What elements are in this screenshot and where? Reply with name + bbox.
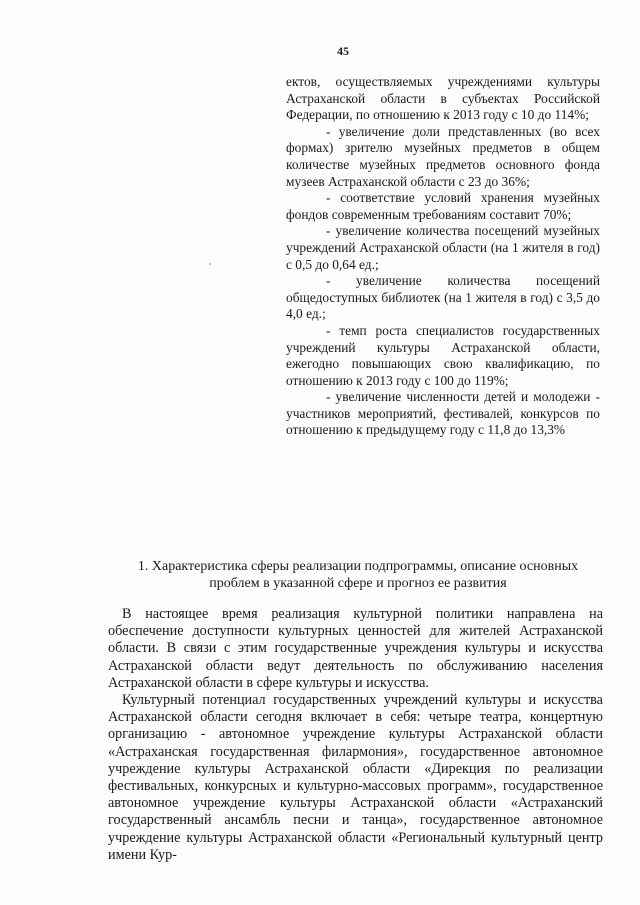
scan-speck — [209, 263, 211, 265]
indicator-item-kvalifikatsiya: - темп роста специалистов государственных учреждений культуры Астраханской области, ежегодно повышающих свою квалификацию, по отношению к 2013 году с 100 до 119%; — [286, 322, 600, 388]
section-heading-line-1: 1. Характеристика сферы реализации подпрограммы, описание основных — [137, 559, 579, 574]
indicator-item-doli-predmetov: - увеличение доли представленных (во всех формах) зрителю музейных предметов в общем количестве музейных предметов основного фонда музеев Астраханской области с 23 до 36%; — [286, 123, 600, 189]
continued-paragraph: ектов, осуществляемых учреждениями культуры Астраханской области в субъектах Российской Федерации, по отношению к 2013 году с 10 до 114%; — [286, 74, 600, 123]
indicator-item-deti-i-molodezh: - увеличение численности детей и молодежи - участников мероприятий, фестивалей, конкурсов по отношению к предыдущему году с 11,8 до 13,3% — [286, 389, 600, 438]
indicator-item-hranenie-fondov: - соответствие условий хранения музейных фондов современным требованиям составит 70%; — [286, 190, 600, 222]
page-number: 45 — [337, 44, 349, 58]
body-paragraph-2: Культурный потенциал государственных учреждений культуры и искусства Астраханской области сегодня включает в себя: четыре театра, концертную организацию - автономное учреждение культуры Астраханской области «Астраханская государственная филармония», государственное автономное учреждение культуры Астраханской области «Дирекция по реализации фестивальных, конкурсных и культурно-массовых программ», государственное автономное учреждение культуры Астраханской области «Астраханский государственный ансамбль песни и танца», государственное автономное учреждение культуры Астраханской области «Региональный культурный центр имени Кур- — [108, 692, 603, 863]
section-heading-line-2: проблем в указанной сфере и прогноз ее развития — [209, 576, 507, 591]
body-paragraph-1: В настоящее время реализация культурной политики направлена на обеспечение доступности культурных ценностей для жителей Астраханской области. В связи с этим государственные учреждения культуры и искусства Астраханской области ведут деятельность по обслуживанию населения Астраханской области в сфере культуры и искусства. — [108, 606, 603, 691]
indicator-item-poseshcheniya-muzeev: - увеличение количества посещений музейных учреждений Астраханской области (на 1 жителя в год) с 0,5 до 0,64 ед.; — [286, 223, 600, 272]
section-body — [108, 606, 603, 864]
section-heading — [108, 558, 608, 592]
indicator-item-poseshcheniya-bibliotek: - увеличение количества посещений общедоступных библиотек (на 1 жителя в год) с 3,5 до 4,0 ед.; — [286, 273, 600, 322]
indicator-list — [286, 74, 600, 439]
